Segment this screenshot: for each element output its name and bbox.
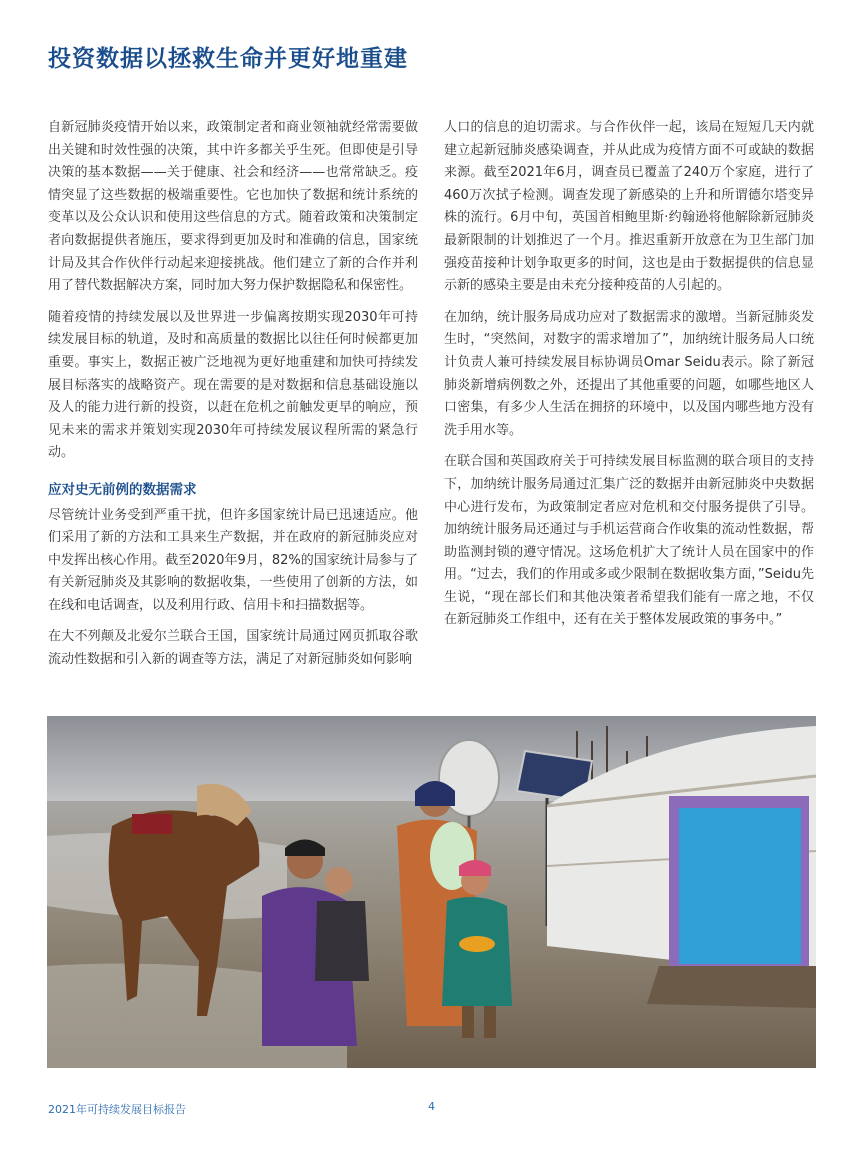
footer-report-title: 2021年可持续发展目标报告 xyxy=(48,1103,186,1116)
paragraph: 在大不列颠及北爱尔兰联合王国，国家统计局通过网页抓取谷歌流动性数据和引入新的调查等方法，满足了对新冠肺炎如何影响 xyxy=(48,629,418,668)
left-column xyxy=(48,117,418,681)
section-subheading: 应对史无前例的数据需求 xyxy=(48,481,197,498)
paragraph: 自新冠肺炎疫情开始以来，政策制定者和商业领袖就经常需要做出关键和时效性强的决策，其中许多都关乎生死。但即使是引导决策的基本数据——关于健康、社会和经济——也常常缺乏。疫情突显了这些数据的极端重要性。它也加快了数据和统计系统的变革以及公众认识和使用这些信息的方式。随着政策和决策制定者向数据提供者施压，要求得到更加及时和准确的信息，国家统计局及其合作伙伴行动起来迎接挑战。他们建立了新的合作并利用了替代数据解决方案，同时加大努力保护数据隐私和保密性。 xyxy=(48,120,418,294)
paragraph: 尽管统计业务受到严重干扰，但许多国家统计局已迅速适应。他们采用了新的方法和工具来生产数据，并在政府的新冠肺炎应对中发挥出核心作用。截至2020年9月，82%的国家统计局参与了有关新冠肺炎及其影响的数据收集，一些使用了创新的方法，如在线和电话调查，以及利用行政、信用卡和扫描数据等。 xyxy=(48,507,418,613)
paragraph: 在联合国和英国政府关于可持续发展目标监测的联合项目的支持下，加纳统计服务局通过汇集广泛的数据并由新冠肺炎中央数据中心进行发布，为政策制定者应对危机和交付服务提供了引导。加纳统计服务局还通过与手机运营商合作收集的流动性数据，帮助监测封锁的遵守情况。这场危机扩大了统计人员在国家中的作用。“过去，我们的作用或多或少限制在数据收集方面，”Seidu先生说，“现在部长们和其他决策者希望我们能有一席之地，不仅在新冠肺炎工作组中，还有在关于整体发展政策的事务中。” xyxy=(444,454,814,628)
mongolian-family-photo xyxy=(47,716,816,1068)
paragraph: 人口的信息的迫切需求。与合作伙伴一起，该局在短短几天内就建立起新冠肺炎感染调查，并从此成为疫情方面不可或缺的数据来源。截至2021年6月，调查员已覆盖了240万个家庭，进行了460万次拭子检测。调查发现了新感染的上升和所谓德尔塔变异株的流行。6月中旬，英国首相鲍里斯·约翰逊将他解除新冠肺炎最新限制的计划推迟了一个月。推迟重新开放意在为卫生部门加强疫苗接种计划争取更多的时间，这也是由于数据提供的信息显示新的感染主要是由未充分接种疫苗的人引起的。 xyxy=(444,120,814,294)
yurt-door xyxy=(679,808,801,964)
right-column xyxy=(444,117,814,641)
wooden-step xyxy=(647,966,816,1008)
page-number: 4 xyxy=(428,1100,435,1113)
paragraph: 在加纳，统计服务局成功应对了数据需求的激增。当新冠肺炎发生时，“突然间，对数字的需求增加了”，加纳统计服务局人口统计负责人兼可持续发展目标协调员Omar Seidu表示。除了新冠肺炎新增病例数之外，还提出了其他重要的问题，如哪些地区人口密集，有多少人生活在拥挤的环境中，以及国内哪些地方没有洗手用水等。 xyxy=(444,309,814,438)
page-title: 投资数据以拯救生命并更好地重建 xyxy=(48,46,408,72)
paragraph: 随着疫情的持续发展以及世界进一步偏离按期实现2030年可持续发展目标的轨道，及时和高质量的数据比以往任何时候都更加重要。事实上，数据正被广泛地视为更好地重建和加快可持续发展目标落实的战略资产。现在需要的是对数据和信息基础设施以及人的能力进行新的投资，以赶在危机之前触发更早的响应，预见未来的需求并策划实现2030年可持续发展议程所需的紧急行动。 xyxy=(48,309,418,461)
